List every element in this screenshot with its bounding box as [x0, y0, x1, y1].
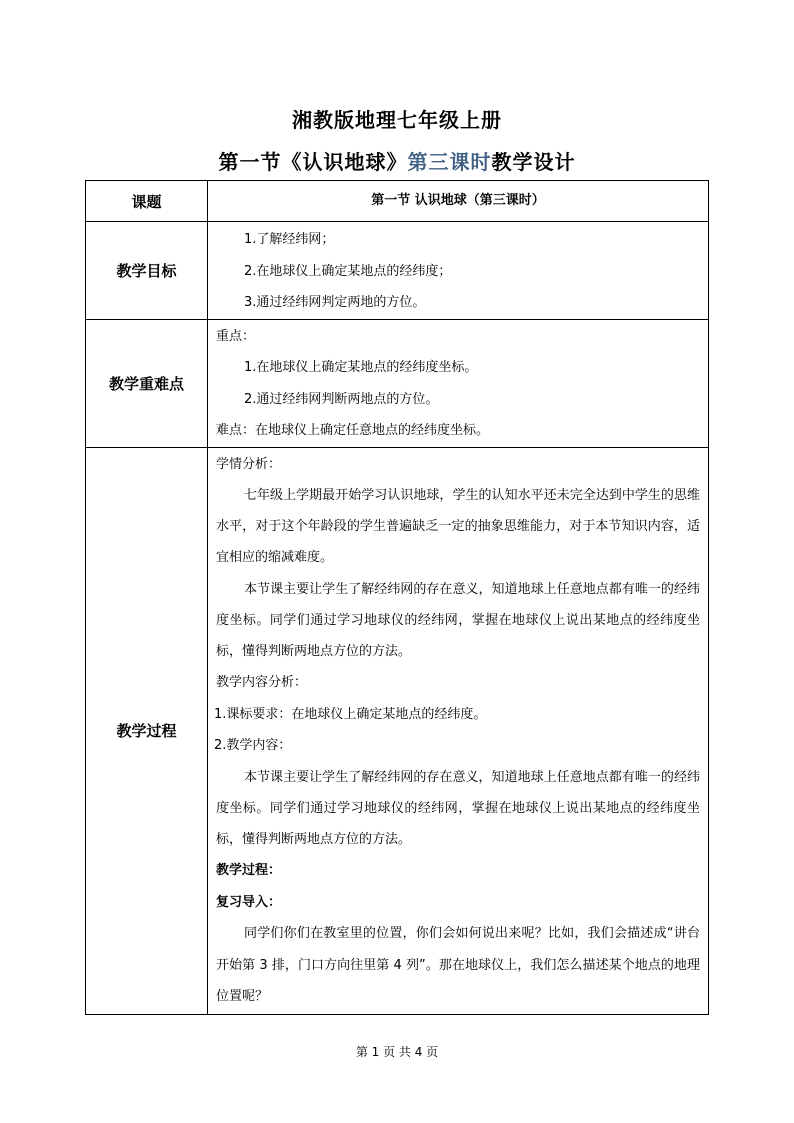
- analysis-paragraph-2: 本节课主要让学生了解经纬网的存在意义，知道地球上任意地点都有唯一的经纬度坐标。同学们通过学习地球仪的经纬网，掌握在地球仪上说出某地点的经纬度坐标，懂得判断两地点方位的方法。: [216, 581, 700, 660]
- content-paragraph: 本节课主要让学生了解经纬网的存在意义，知道地球上任意地点都有唯一的经纬度坐标。同学们通过学习地球仪的经纬网，掌握在地球仪上说出某地点的经纬度坐标，懂得判断两地点方位的方法。: [216, 769, 700, 848]
- review-paragraph: 同学们你们在教室里的位置，你们会如何说出来呢？比如，我们会描述成“讲台开始第 3 排，门口方向往里第 4 列”。那在地球仪上，我们怎么描述某个地点的地理位置呢？: [216, 926, 700, 1004]
- analysis-heading: 学情分析：: [216, 456, 282, 472]
- keypoint-item: 1.在地球仪上确定某地点的经纬度坐标。: [244, 360, 478, 375]
- document-subtitle: [0, 146, 794, 175]
- goals-label: 教学目标: [86, 222, 208, 320]
- analysis-paragraph-1: 七年级上学期最开始学习认识地球，学生的认知水平还未完全达到中学生的思维水平，对于这个年龄段的学生普遍缺乏一定的抽象思维能力，对于本节知识内容，适宜相应的缩减难度。: [216, 488, 700, 566]
- content-item-1: 1.课标要求：在地球仪上确定某地点的经纬度。: [214, 706, 487, 722]
- row-keypoints: [86, 319, 709, 447]
- goal-item: 1.了解经纬网；: [244, 232, 335, 247]
- row-process: [86, 447, 709, 1014]
- page-footer: 第 1 页 共 4 页: [355, 1045, 439, 1059]
- goal-item: 3.通过经纬网判定两地的方位。: [244, 295, 426, 310]
- subtitle-part1: 第一节《认识地球》: [218, 150, 408, 174]
- topic-value: 第一节 认识地球（第三课时）: [371, 193, 545, 208]
- topic-label: 课题: [86, 181, 208, 222]
- difficulty-text: 难点：在地球仪上确定任意地点的经纬度坐标。: [216, 423, 490, 438]
- keypoints-cell: [208, 319, 709, 447]
- subtitle-part2: 第三课时: [407, 150, 492, 174]
- keypoints-label: 教学重难点: [86, 319, 208, 447]
- keypoints-heading: 重点：: [216, 328, 256, 344]
- process-label: 教学过程: [86, 447, 208, 1014]
- goals-cell: [208, 222, 709, 320]
- keypoint-item: 2.通过经纬网判断两地点的方位。: [244, 391, 439, 407]
- document-title: 湘教版地理七年级上册: [292, 108, 502, 132]
- content-heading: 教学内容分析：: [216, 675, 308, 691]
- goal-item: 2.在地球仪上确定某地点的经纬度；: [244, 263, 452, 279]
- row-goals: [86, 222, 709, 320]
- topic-value-cell: [208, 181, 709, 222]
- review-heading: 复习导入：: [216, 894, 282, 910]
- process-heading: 教学过程：: [216, 863, 282, 879]
- content-item-2: 2.教学内容：: [214, 738, 292, 754]
- subtitle-part3: 教学设计: [491, 150, 576, 174]
- lesson-plan-table: [85, 180, 709, 1015]
- process-cell: [208, 447, 709, 1014]
- row-topic: [86, 181, 709, 222]
